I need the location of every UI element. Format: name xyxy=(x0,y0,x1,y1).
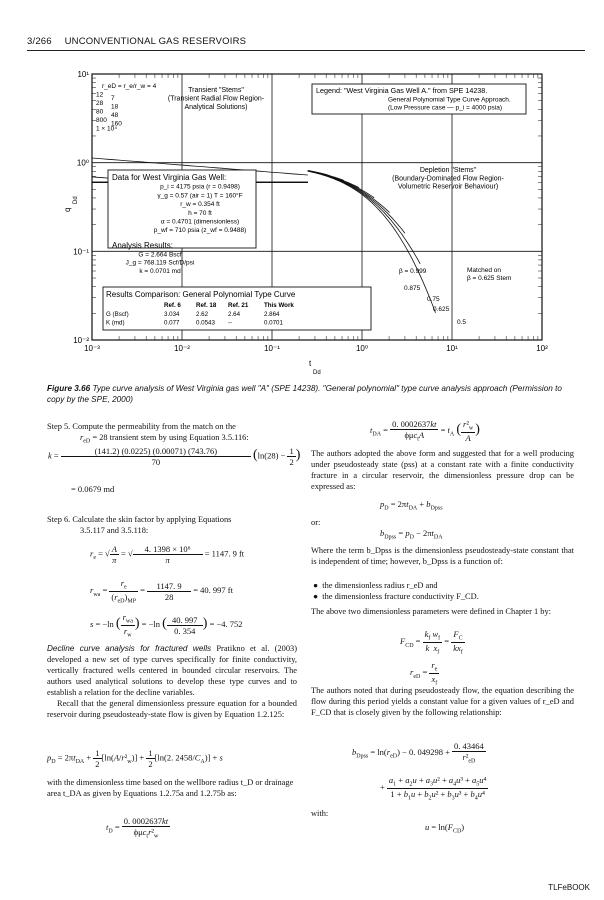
x-tick-label: 10⁻¹ xyxy=(264,344,280,353)
step5-line2: $r_{eD} = 28$ transient stem by using Equation 3.5.116: xyxy=(80,433,249,445)
step5-line1: Step 5. Compute the permeability from the match on the xyxy=(47,422,236,431)
bullet-2-text: the dimensionless fracture conductivity F_CD. xyxy=(322,592,479,601)
results-cell: 2.62 xyxy=(196,311,209,318)
bdpss-fit-equation-2: + $\frac{a_1 + a_2u + a_3u^2 + a_4u^3 + a_5u^4}{1 + b_1u + b_2u^2 + b_3u^3 + b_4u^4}$ xyxy=(380,775,487,802)
re-result: = 1147. 9 ft xyxy=(204,548,245,559)
data-box-line: p_i = 4175 psia (r = 0.9498) xyxy=(160,183,240,191)
rwa-equation: $r_{wa}$ = $\frac{r_e}{(r_{eD})_{MP}}$ = $\frac{1147. 9}{28}$ = 40. 997 ft xyxy=(90,578,233,605)
transient-label: Transient "Stems" xyxy=(188,87,244,94)
x-tick-label: 10⁰ xyxy=(355,344,369,353)
k-den: 70 xyxy=(151,457,161,467)
red-equation: $r_{eD}$ = $\frac{r_e}{x_f}$ xyxy=(410,660,438,687)
depletion-label: Volumetric Reservoir Behaviour) xyxy=(397,183,499,191)
rwa-result: = 40. 997 ft xyxy=(193,585,233,596)
x-tick-label: 10⁻³ xyxy=(84,344,100,353)
step6-line2: 3.5.117 and 3.5.118: xyxy=(80,526,149,535)
fcd-equation: $F_{CD}$ = $\frac{k_f w_f}{k x_f}$ = $\frac{F_C}{kx_f}$ xyxy=(400,629,463,656)
s-equation: s = −ln ( $\frac{r_{wa}}{r_w}$ ) = −ln ( $\frac{40. 997}{0. 354}$ ) = −4. 752 xyxy=(90,612,243,639)
y-tick-label: 10¹ xyxy=(77,70,89,79)
analysis-line: G = 2.664 Bscf xyxy=(138,251,182,259)
legend-line: General Polynomial Type Curve Approach. xyxy=(388,96,511,104)
u-equation: $u = \ln(F_{CD})$ xyxy=(425,822,465,835)
y-axis-label: q xyxy=(63,207,72,212)
bdpss-fit-equation: $b_{Dpss} = \ln(r_{eD}) - 0$. 049298 + $\frac{0. 43464}{r^2_{eD}}$ xyxy=(352,741,484,765)
stem-label-right: 48 xyxy=(111,112,119,119)
stem-label-right: 160 xyxy=(111,120,122,128)
results-cell: K (md) xyxy=(106,319,125,327)
stem-label-right: 7 xyxy=(111,95,115,102)
k-result: = 0.0679 md xyxy=(71,484,115,494)
right-with: with: xyxy=(311,809,329,818)
s-den: 0. 354 xyxy=(174,625,196,636)
legend-line: Legend: "West Virginia Gas Well A." from SPE 14238. xyxy=(316,86,488,95)
y-axis-label-sub: Dd xyxy=(73,196,79,204)
results-cell: 3.034 xyxy=(164,311,180,318)
x-axis-label: t xyxy=(309,359,312,368)
tda-equation: $t_{DA}$ = $\frac{0. 0002637kt}{\phi\mu c_tA}$ = $t_A$ ( $\frac{r^2_w}{A}$ ) xyxy=(370,419,480,443)
right-p1: The authors adopted the above form and suggested that for a well producing under pseudosteady state (pss) at a constant rate with a finite conductivity fracture in a circular reservoir, the dimensionless pressure drop can be expressed as: xyxy=(311,449,574,491)
stem-label-left: 800 xyxy=(96,117,107,124)
beta-label: 0.625 xyxy=(433,306,450,313)
beta-label: 0.75 xyxy=(427,296,440,303)
legend-line: (Low Pressure case — p_i = 4000 psia) xyxy=(388,104,502,112)
bullet-1-text: the dimensionless radius r_eD and xyxy=(322,581,438,590)
data-box-line: r_w = 0.354 ft xyxy=(180,201,220,209)
pd-frac-equation: $p_D = 2\pi t_{DA} + b_{Dpss}$ xyxy=(380,499,443,512)
stem-label-left: r_eD = r_e/r_w = 4 xyxy=(102,83,157,90)
transient-label: Analytical Solutions) xyxy=(184,104,248,111)
matched-label: Matched on xyxy=(467,267,501,274)
bdpss-equation: $b_{Dpss} = p_D - 2\pi t_{DA}$ xyxy=(380,528,443,541)
bullet-1: ● the dimensionless radius r_eD and xyxy=(313,581,438,590)
y-tick-label: 10⁻¹ xyxy=(73,247,89,257)
results-col-header: Ref. 21 xyxy=(228,302,249,309)
data-box-line: h = 70 ft xyxy=(188,209,212,217)
bullet-2: ● the dimensionless fracture conductivity F_CD. xyxy=(313,592,479,601)
figure-caption xyxy=(47,383,567,405)
depletion-label: (Boundary-Dominated Flow Region- xyxy=(392,175,504,183)
s-result: = −4. 752 xyxy=(209,619,243,630)
data-box-line: Data for West Virginia Gas Well: xyxy=(112,173,227,182)
data-box-line: α = 0.4701 (dimensionless) xyxy=(160,218,240,226)
x-tick-label: 10⁻² xyxy=(174,344,190,353)
y-tick-label: 10⁰ xyxy=(76,158,89,168)
td-equation: $t_D$ = $\frac{0. 0002637kt}{\phi\mu c_tr^2_w}$ xyxy=(106,816,169,840)
re-num: 4. 1398 × 10⁶ xyxy=(133,544,203,555)
results-cell: 0.077 xyxy=(164,319,180,327)
results-cell: 2.864 xyxy=(264,311,280,318)
data-box-line: γ_g = 0.57 (air = 1) T = 160°F xyxy=(157,192,243,200)
right-p2: Where the term b_Dpss is the dimensionless pseudosteady-state constant that is independent of time; however, b_Dpss is a function of: xyxy=(311,546,574,566)
analysis-line: J_g = 768.119 Scf/D/psi xyxy=(125,259,195,267)
right-bullets xyxy=(313,580,576,602)
transient-label: (Transient Radial Flow Region- xyxy=(167,95,265,103)
analysis-line: k = 0.0701 md xyxy=(139,267,181,275)
results-cell: 0.0701 xyxy=(264,319,283,327)
results-cell: 2.64 xyxy=(228,311,241,318)
caption-label: Figure 3.66 xyxy=(47,384,91,393)
step6 xyxy=(47,514,297,536)
footer-tlfebook: TLFeBOOK xyxy=(548,883,590,892)
rwa-den: 28 xyxy=(164,591,174,602)
results-title: Results Comparison: General Polynomial Type Curve xyxy=(106,290,296,299)
analysis-line: Analysis Results: xyxy=(112,241,173,250)
re-equation: $r_e$ = √ $\frac{A}{\pi}$ = √ $\frac{\text{4. 1398 × 10⁶}}{\pi}$ = 1147. 9 ft xyxy=(90,544,245,565)
results-col-header: Ref. 6 xyxy=(164,302,181,309)
stem-label-right: 18 xyxy=(111,103,119,111)
k-equation: k = $\frac{(141.2) (0.0225) (0.00071) (743.76)}{70}$ (ln(28) − $\frac{1}{2}$ ) xyxy=(48,446,301,467)
with-dim-text: with the dimensionless time based on the wellbore radius t_D or drainage area t_DA as given by Equations 1.2.75a and 1.2.75b as: xyxy=(47,778,294,798)
beta-label: β = 0.999 xyxy=(399,268,427,275)
header-title: UNCONVENTIONAL GAS RESERVOIRS xyxy=(64,36,247,47)
decline-text: Pratikno et al. (2003) developed a new set of type curves specifically for finite conductivity, vertically fractured wells centered in bounded circular reservoirs. The authors used analytical solutions to develop these type curves and to establish a relation for the decline variables. xyxy=(47,644,298,697)
right-p4: The authors noted that during pseudosteady flow, the equation describing the flow during this period yields a constant value for a given values of r_eD and F_CD that is closely given by the following relationship: xyxy=(311,686,574,717)
caption-text: Type curve analysis of West Virginia gas well "A" (SPE 14238). "General polynomial" type curve analysis approach (Permission to copy by the SPE, 2000) xyxy=(47,384,562,404)
results-cell: 0.0543 xyxy=(196,319,215,327)
k-num: (141.2) (0.0225) (0.00071) (743.76) xyxy=(61,446,251,457)
depletion-label: Depletion "Stems" xyxy=(419,167,477,174)
right-p3: The above two dimensionless parameters were defined in Chapter 1 by: xyxy=(311,607,552,616)
type-curve-chart xyxy=(0,0,604,380)
beta-label: 0.875 xyxy=(404,285,421,292)
x-tick-label: 10¹ xyxy=(446,344,458,353)
results-cell: G (Bscf) xyxy=(106,311,129,318)
stem-label-left: 1 × 10⁴ xyxy=(96,125,118,133)
y-tick-label: 10⁻² xyxy=(73,336,89,345)
stem-label-left: 80 xyxy=(96,108,104,116)
data-box-line: p_wf = 710 psia (z_wf = 0.9488) xyxy=(153,227,247,235)
step6-line1: Step 6. Calculate the skin factor by applying Equations xyxy=(47,515,232,524)
recall-text: Recall that the general dimensionless pressure equation for a bounded reservoir during pseudosteady-state flow is given by Equation 1.2.125: xyxy=(47,699,297,719)
x-tick-label: 10² xyxy=(536,344,548,353)
x-axis-label-sub: Dd xyxy=(313,370,321,376)
stem-label-left: 28 xyxy=(96,100,104,107)
pd-equation: $p_D = 2\pi t_{DA}$ + $\frac{1}{2}$ $[\ln(A/r^2_w)]$ + $\frac{1}{2}$ [ln(2. $2458/C_A)] + s$ xyxy=(47,748,223,769)
s-num: 40. 997 xyxy=(167,615,203,626)
right-or: or: xyxy=(311,518,321,527)
results-col-header: This Work xyxy=(264,302,294,309)
decline-para xyxy=(47,643,297,720)
decline-title: Decline curve analysis for fractured wells xyxy=(47,644,212,653)
page-number: 3/266 xyxy=(27,36,52,47)
step5-text: 28 transient stem by using Equation 3.5.116: xyxy=(99,433,249,442)
beta-label: 0.5 xyxy=(457,319,467,326)
rwa-num: 1147. 9 xyxy=(147,581,191,592)
results-cell: -- xyxy=(228,319,233,327)
step5 xyxy=(47,421,297,448)
results-col-header: Ref. 18 xyxy=(196,302,217,309)
matched-label: β = 0.625 Stem xyxy=(467,275,512,282)
stem-label-left: 12 xyxy=(96,91,104,99)
